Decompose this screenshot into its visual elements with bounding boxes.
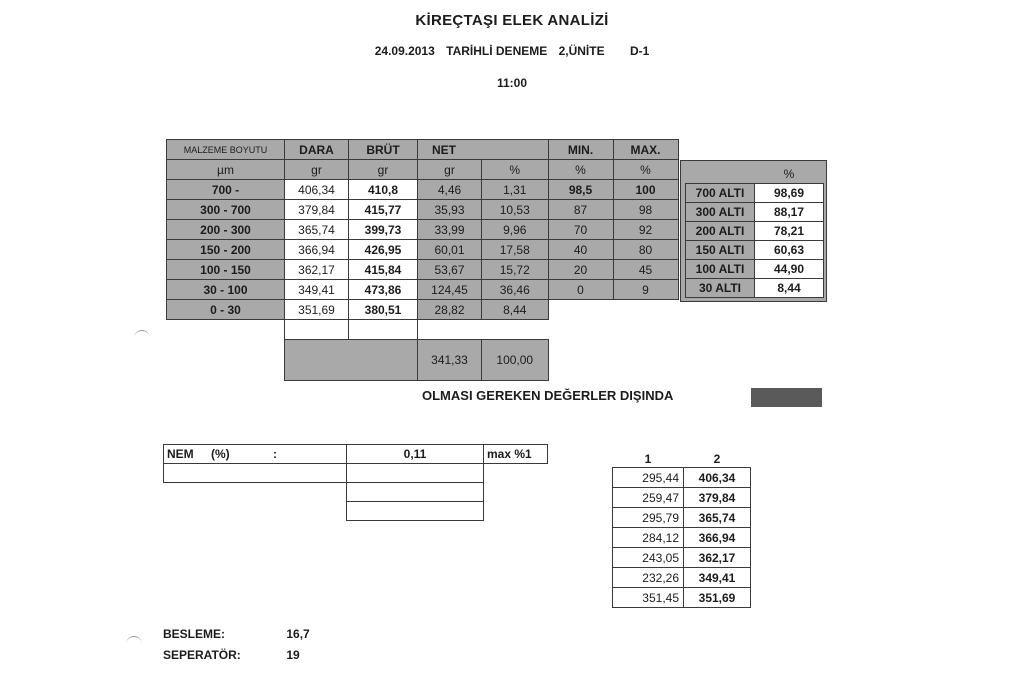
max-cell: 9 — [613, 280, 678, 300]
empty-cell — [164, 502, 347, 521]
moisture-blank-row — [164, 464, 548, 483]
net-cell: 35,93 — [418, 200, 482, 220]
col-1-cell: 295,79 — [613, 508, 684, 528]
max-cell: 45 — [613, 260, 678, 280]
table-row — [613, 548, 751, 568]
under-value: 44,90 — [755, 260, 824, 279]
document-title: KİREÇTAŞI ELEK ANALİZİ — [415, 12, 609, 29]
moisture-unit: (%) — [211, 447, 230, 461]
test-date: 24.09.2013 — [374, 44, 435, 58]
brut-cell: 380,51 — [349, 300, 418, 320]
table-row — [167, 180, 679, 200]
pct-cell: 36,46 — [482, 280, 549, 300]
size-cell: 0 - 30 — [167, 300, 285, 320]
size-cell: 30 - 100 — [167, 280, 285, 300]
moisture-blank-row — [164, 483, 548, 502]
brut-cell: 399,73 — [349, 220, 418, 240]
empty-cell — [686, 165, 755, 184]
col-max-header: MAX. — [613, 140, 678, 160]
col-dara-unit: gr — [285, 160, 349, 180]
col-2-cell: 349,41 — [684, 568, 751, 588]
table-row — [167, 200, 679, 220]
pct-cell: 9,96 — [482, 220, 549, 240]
empty-cell — [548, 320, 613, 340]
brut-cell: 410,8 — [349, 180, 418, 200]
table-row — [686, 241, 824, 260]
pct-cell: 8,44 — [482, 300, 549, 320]
sieve-analysis-table — [166, 139, 679, 381]
col-min-header: MIN. — [548, 140, 613, 160]
min-cell: 0 — [548, 280, 613, 300]
unit-row — [167, 160, 679, 180]
empty-cell — [548, 300, 613, 320]
moisture-table — [163, 444, 548, 521]
total-pct-cell: 100,00 — [482, 340, 549, 381]
moisture-value: 0,11 — [347, 445, 484, 464]
col-2-cell: 351,69 — [684, 588, 751, 608]
table-row — [167, 220, 679, 240]
size-cell: 100 - 150 — [167, 260, 285, 280]
col-pct-unit: % — [482, 160, 549, 180]
empty-cell — [613, 340, 678, 381]
col-1-cell: 351,45 — [613, 588, 684, 608]
pct-cell: 17,58 — [482, 240, 549, 260]
table-row — [613, 488, 751, 508]
feed-label: BESLEME: — [163, 627, 226, 641]
col-dara-header: DARA — [285, 140, 349, 160]
col-1-cell: 259,47 — [613, 488, 684, 508]
dara-cell: 365,74 — [285, 220, 349, 240]
table-row — [613, 568, 751, 588]
brut-cell: 426,95 — [349, 240, 418, 260]
under-value: 88,17 — [755, 203, 824, 222]
col-1-cell: 295,44 — [613, 468, 684, 488]
pct-cell: 10,53 — [482, 200, 549, 220]
empty-cell — [548, 340, 613, 381]
test-label: TARİHLİ DENEME — [446, 44, 548, 58]
col-net-header: NET — [418, 140, 482, 160]
brut-cell: 415,84 — [349, 260, 418, 280]
col-size-unit: µm — [167, 160, 285, 180]
table-row — [686, 203, 824, 222]
unit-label: 2,ÜNİTE — [558, 44, 605, 58]
dara-cell: 366,94 — [285, 240, 349, 260]
empty-cell — [285, 320, 349, 340]
dara-cell: 379,84 — [285, 200, 349, 220]
max-cell: 98 — [613, 200, 678, 220]
empty-cell — [484, 464, 548, 483]
header-row — [613, 451, 751, 468]
empty-cell — [167, 320, 285, 340]
col-min-unit: % — [548, 160, 613, 180]
dara-cell: 351,69 — [285, 300, 349, 320]
empty-cell — [613, 320, 678, 340]
min-cell: 20 — [548, 260, 613, 280]
under-value: 60,63 — [755, 241, 824, 260]
moisture-colon: : — [273, 447, 278, 461]
empty-cell — [349, 320, 418, 340]
net-cell: 60,01 — [418, 240, 482, 260]
total-blank-cell — [285, 340, 418, 381]
net-cell: 4,46 — [418, 180, 482, 200]
brut-cell: 473,86 — [349, 280, 418, 300]
empty-cell — [167, 340, 285, 381]
under-label: 200 ALTI — [686, 222, 755, 241]
table-row — [613, 508, 751, 528]
size-cell: 150 - 200 — [167, 240, 285, 260]
punch-mark-icon — [134, 330, 150, 339]
dara-cell: 406,34 — [285, 180, 349, 200]
empty-cell — [484, 502, 548, 521]
col-2-cell: 365,74 — [684, 508, 751, 528]
col-1-cell: 284,12 — [613, 528, 684, 548]
empty-cell — [613, 300, 678, 320]
size-cell: 300 - 700 — [167, 200, 285, 220]
net-cell: 33,99 — [418, 220, 482, 240]
under-label: 150 ALTI — [686, 241, 755, 260]
table-row — [686, 184, 824, 203]
document-subtitle — [0, 44, 1024, 58]
out-of-range-swatch — [751, 388, 822, 407]
empty-cell — [164, 464, 347, 483]
max-cell: 80 — [613, 240, 678, 260]
table-row — [167, 240, 679, 260]
unit-code: D-1 — [629, 44, 650, 58]
moisture-blank-row — [164, 502, 548, 521]
col-2-cell: 362,17 — [684, 548, 751, 568]
out-of-range-note: OLMASI GEREKEN DEĞERLER DIŞINDA — [422, 388, 674, 403]
pct-cell: 15,72 — [482, 260, 549, 280]
total-row — [167, 340, 679, 381]
min-cell: 40 — [548, 240, 613, 260]
min-cell: 70 — [548, 220, 613, 240]
moisture-row — [164, 445, 548, 464]
dara-cell: 362,17 — [285, 260, 349, 280]
pct-header: % — [755, 165, 824, 184]
max-cell: 92 — [613, 220, 678, 240]
col-2-cell: 366,94 — [684, 528, 751, 548]
feed-row — [163, 627, 310, 648]
net-cell: 124,45 — [418, 280, 482, 300]
under-value: 78,21 — [755, 222, 824, 241]
empty-cell — [347, 483, 484, 502]
col-net-unit: gr — [418, 160, 482, 180]
pct-cell: 1,31 — [482, 180, 549, 200]
blank-row — [167, 320, 679, 340]
table-row — [613, 468, 751, 488]
col-1-cell: 243,05 — [613, 548, 684, 568]
col-brut-unit: gr — [349, 160, 418, 180]
col-2-cell: 379,84 — [684, 488, 751, 508]
table-row — [686, 222, 824, 241]
col-brut-header: BRÜT — [349, 140, 418, 160]
empty-cell — [164, 483, 347, 502]
net-cell: 53,67 — [418, 260, 482, 280]
under-value: 98,69 — [755, 184, 824, 203]
empty-cell — [347, 464, 484, 483]
weights-comparison-table — [612, 451, 751, 608]
total-net-cell: 341,33 — [418, 340, 482, 381]
table-row — [686, 279, 824, 298]
col-1-header: 1 — [644, 452, 652, 466]
under-label: 100 ALTI — [686, 260, 755, 279]
table-row — [167, 280, 679, 300]
separator-value: 19 — [286, 648, 300, 662]
empty-cell — [418, 320, 482, 340]
empty-cell — [347, 502, 484, 521]
size-cell: 700 - — [167, 180, 285, 200]
col-max-unit: % — [613, 160, 678, 180]
test-time: 11:00 — [496, 76, 528, 90]
col-net-blank — [482, 140, 549, 160]
cumulative-passing-table — [680, 160, 827, 302]
punch-mark-icon — [126, 636, 142, 645]
table-row — [613, 588, 751, 608]
table-row — [167, 300, 679, 320]
under-label: 30 ALTI — [686, 279, 755, 298]
under-value: 8,44 — [755, 279, 824, 298]
brut-cell: 415,77 — [349, 200, 418, 220]
moisture-label: NEM — [167, 447, 194, 461]
max-cell: 100 — [613, 180, 678, 200]
table-row — [167, 260, 679, 280]
feed-value: 16,7 — [286, 627, 310, 641]
dara-cell: 349,41 — [285, 280, 349, 300]
col-2-cell: 406,34 — [684, 468, 751, 488]
col-size-header: MALZEME BOYUTU — [167, 140, 285, 160]
under-label: 700 ALTI — [686, 184, 755, 203]
moisture-limit: max %1 — [484, 445, 548, 464]
table-row — [613, 528, 751, 548]
separator-label: SEPERATÖR: — [163, 648, 241, 662]
empty-cell — [482, 320, 549, 340]
net-cell: 28,82 — [418, 300, 482, 320]
min-cell: 98,5 — [548, 180, 613, 200]
footer — [163, 627, 310, 669]
separator-row — [163, 648, 310, 669]
empty-cell — [484, 483, 548, 502]
col-2-header: 2 — [713, 452, 721, 466]
size-cell: 200 - 300 — [167, 220, 285, 240]
moisture-label-cell — [164, 445, 347, 464]
header-row — [167, 140, 679, 160]
col-1-cell: 232,26 — [613, 568, 684, 588]
table-row — [686, 260, 824, 279]
min-cell: 87 — [548, 200, 613, 220]
under-label: 300 ALTI — [686, 203, 755, 222]
